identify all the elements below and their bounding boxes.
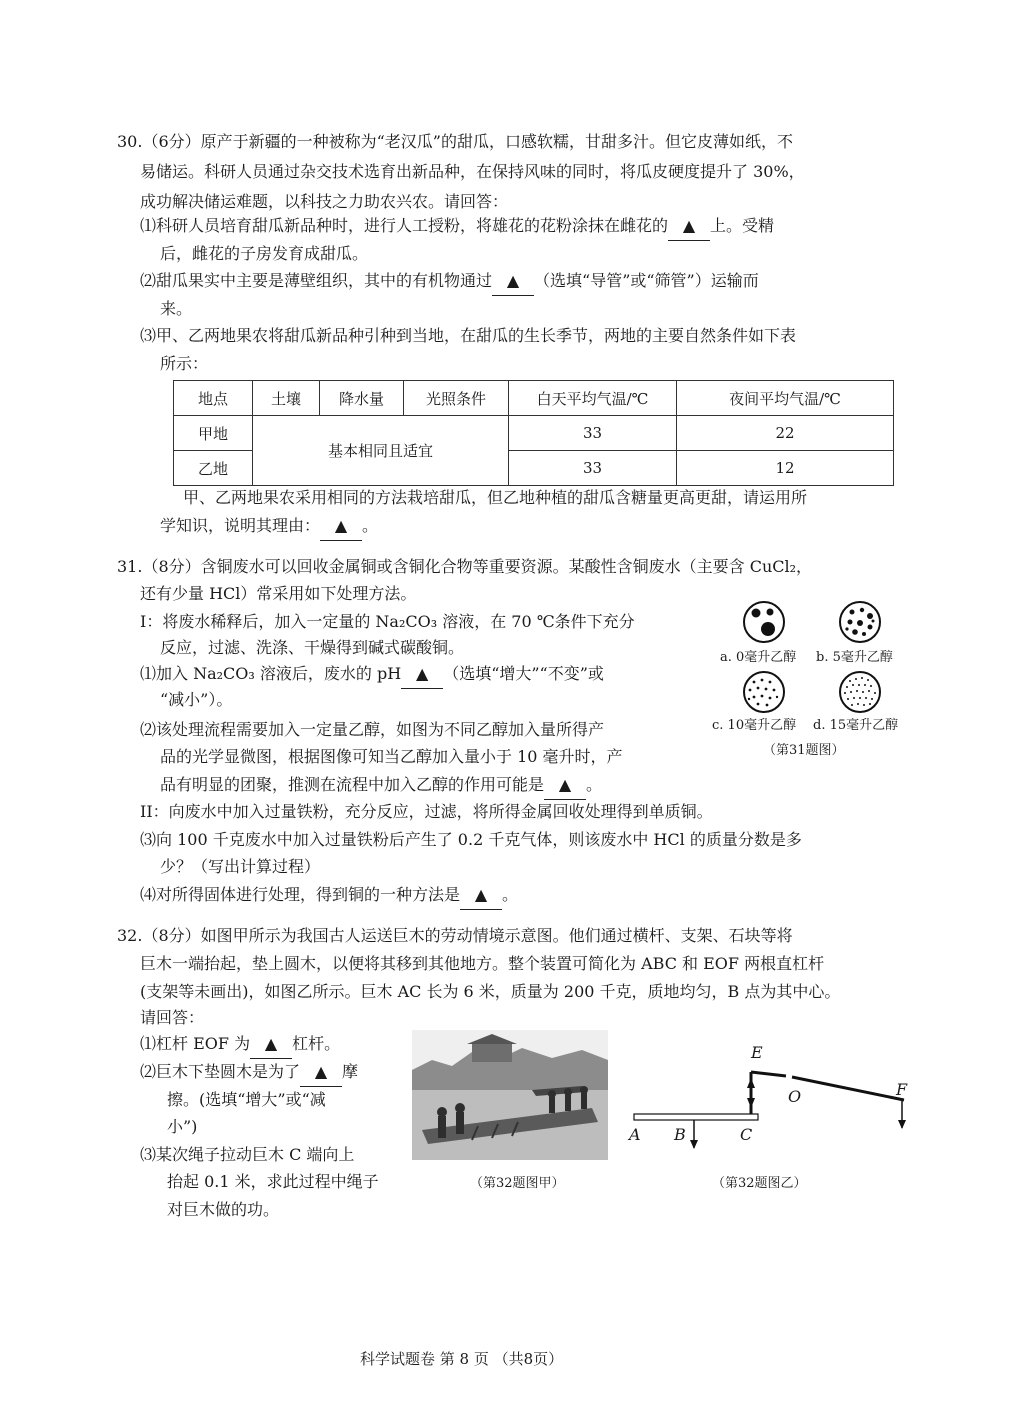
beam-ac xyxy=(634,1114,758,1120)
answer-blank[interactable]: ▲ xyxy=(320,512,362,541)
micrograph-d xyxy=(840,672,880,712)
q30-stem-line-3: 成功解决储运难题，以科技之力助农兴农。请回答： xyxy=(140,192,509,211)
q32-part3-cont-1: 抬起 0.1 米，求此过程中绳子 xyxy=(167,1172,379,1191)
figure-32b-caption: （第32题图乙） xyxy=(712,1176,807,1191)
q30-part3-question-cont: 学知识，说明其理由： ▲ 。 xyxy=(160,512,378,541)
q30-part3-question: 甲、乙两地果农采用相同的方法栽培甜瓜，但乙地种植的甜瓜含糖量更高更甜，请运用所 xyxy=(183,488,808,507)
q30-part2-cont: 来。 xyxy=(160,299,193,318)
q30-part2: ⑵甜瓜果实中主要是薄壁组织，其中的有机物通过 ▲ （选填“导管”或“筛管”）运输而 xyxy=(140,267,759,296)
q30-part3-cont: 所示： xyxy=(160,354,209,373)
label-e: E xyxy=(751,1043,763,1062)
lever-diagram xyxy=(620,1040,920,1150)
q31-part2-cont-1: 品的光学显微图，根据图像可知当乙醇加入量小于 10 毫升时，产 xyxy=(160,747,623,766)
q32-part2-cont-2: 小”) xyxy=(167,1117,198,1136)
q32-part2-cont-1: 擦。(选填“增大”或“减 xyxy=(167,1090,326,1109)
table-header-row xyxy=(174,381,894,416)
table-cell: 甲地 xyxy=(174,416,253,451)
label-o: O xyxy=(788,1087,802,1106)
q30-part1-cont: 后，雌花的子房发育成甜瓜。 xyxy=(160,244,369,263)
table-row xyxy=(174,416,894,451)
table-header: 白天平均气温/℃ xyxy=(509,381,677,416)
table-header: 光照条件 xyxy=(404,381,509,416)
micrograph-a-label: a. 0毫升乙醇 xyxy=(720,650,797,665)
figure-31-caption: （第31题图） xyxy=(763,743,845,758)
answer-blank[interactable]: ▲ xyxy=(300,1058,342,1087)
answer-blank[interactable]: ▲ xyxy=(401,660,443,689)
label-b: B xyxy=(674,1125,686,1144)
q31-stem-line-1: 31.（8分）含铜废水可以回收金属铜或含铜化合物等重要资源。某酸性含铜废水（主要含 CuCl₂， xyxy=(117,557,813,576)
answer-blank[interactable]: ▲ xyxy=(460,881,502,910)
q31-part3: ⑶向 100 千克废水中加入过量铁粉后产生了 0.2 千克气体，则该废水中 HCl 的质量分数是多 xyxy=(140,830,802,849)
q31-part4: ⑷对所得固体进行处理，得到铜的一种方法是 ▲ 。 xyxy=(140,881,518,910)
table-merged-cell: 基本相同且适宜 xyxy=(253,416,509,486)
q30-stem-line-1: 30.（6分）原产于新疆的一种被称为“老汉瓜”的甜瓜，口感软糯，甘甜多汁。但它皮薄如纸，不 xyxy=(117,132,793,151)
q31-stem-line-2: 还有少量 HCl）常采用如下处理方法。 xyxy=(140,584,417,603)
beam-of xyxy=(792,1077,904,1100)
q32-stem-line-1: 32.（8分）如图甲所示为我国古人运送巨木的劳动情境示意图。他们通过横杆、支架、石块等将 xyxy=(117,926,793,945)
q31-part3-cont: 少？（写出计算过程） xyxy=(160,857,321,876)
table-cell: 22 xyxy=(677,416,894,451)
q30-part3: ⑶甲、乙两地果农将甜瓜新品种引种到当地，在甜瓜的生长季节，两地的主要自然条件如下表 xyxy=(140,326,797,345)
q32-stem-line-3: (支架等未画出)，如图乙所示。巨木 AC 长为 6 米，质量为 200 千克，质地均匀，B 点为其中心。 xyxy=(140,982,841,1001)
page-footer: 科学试题卷 第 8 页 （共8页） xyxy=(360,1350,564,1368)
micrograph-c xyxy=(744,672,784,712)
q31-part2: ⑵该处理流程需要加入一定量乙醇，如图为不同乙醇加入量所得产 xyxy=(140,720,605,739)
q31-step-i: I：将废水稀释后，加入一定量的 Na₂CO₃ 溶液，在 70 ℃条件下充分 xyxy=(140,612,635,631)
q32-stem-line-4: 请回答： xyxy=(140,1008,205,1027)
table-header: 降水量 xyxy=(320,381,404,416)
micrograph-d-label: d. 15毫升乙醇 xyxy=(813,718,899,733)
q31-step-i-cont: 反应，过滤、洗涤、干燥得到碱式碳酸铜。 xyxy=(160,638,465,657)
figure-32a-caption: （第32题图甲） xyxy=(470,1176,565,1191)
q32-part1: ⑴杠杆 EOF 为 ▲ 杠杆。 xyxy=(140,1030,340,1059)
q31-part2-cont-2: 品有明显的团聚，推测在流程中加入乙醇的作用可能是 ▲ 。 xyxy=(160,771,602,800)
answer-blank[interactable]: ▲ xyxy=(492,267,534,296)
table-header: 土壤 xyxy=(253,381,320,416)
answer-blank[interactable]: ▲ xyxy=(668,212,710,241)
ancient-transport-illustration xyxy=(412,1030,608,1160)
micrograph-b-label: b. 5毫升乙醇 xyxy=(816,650,893,665)
q30-part1: ⑴科研人员培育甜瓜新品种时，进行人工授粉，将雄花的花粉涂抹在雌花的 ▲ 上。受精 xyxy=(140,212,774,241)
label-f: F xyxy=(896,1080,908,1099)
q32-part3: ⑶某次绳子拉动巨木 C 端向上 xyxy=(140,1145,355,1164)
q32-stem-line-2: 巨木一端抬起，垫上圆木，以便将其移到其他地方。整个装置可简化为 ABC 和 EOF 两根直杠杆 xyxy=(140,954,825,973)
micrograph-b xyxy=(840,602,880,642)
beam-eo xyxy=(751,1072,786,1076)
q30-stem-line-2: 易储运。科研人员通过杂交技术选育出新品种，在保持风味的同时，将瓜皮硬度提升了 30%， xyxy=(140,162,805,181)
q32-part3-cont-2: 对巨木做的功。 xyxy=(167,1200,280,1219)
table-cell: 33 xyxy=(509,451,677,486)
answer-blank[interactable]: ▲ xyxy=(544,771,586,800)
answer-blank[interactable]: ▲ xyxy=(250,1030,292,1059)
table-cell: 12 xyxy=(677,451,894,486)
micrograph-a xyxy=(744,602,784,642)
table-header: 夜间平均气温/℃ xyxy=(677,381,894,416)
label-c: C xyxy=(740,1125,753,1144)
q32-part2: ⑵巨木下垫圆木是为了 ▲ 摩 xyxy=(140,1058,358,1087)
q31-part1: ⑴加入 Na₂CO₃ 溶液后，废水的 pH ▲ （选填“增大”“不变”或 xyxy=(140,660,604,689)
q31-step-ii: II：向废水中加入过量铁粉，充分反应，过滤，将所得金属回收处理得到单质铜。 xyxy=(140,802,713,821)
table-header: 地点 xyxy=(174,381,253,416)
label-a: A xyxy=(629,1125,641,1144)
micrograph-c-label: c. 10毫升乙醇 xyxy=(712,718,797,733)
environment-table xyxy=(173,380,894,486)
table-cell: 乙地 xyxy=(174,451,253,486)
q31-part1-cont: “减小”）。 xyxy=(160,690,233,709)
table-cell: 33 xyxy=(509,416,677,451)
